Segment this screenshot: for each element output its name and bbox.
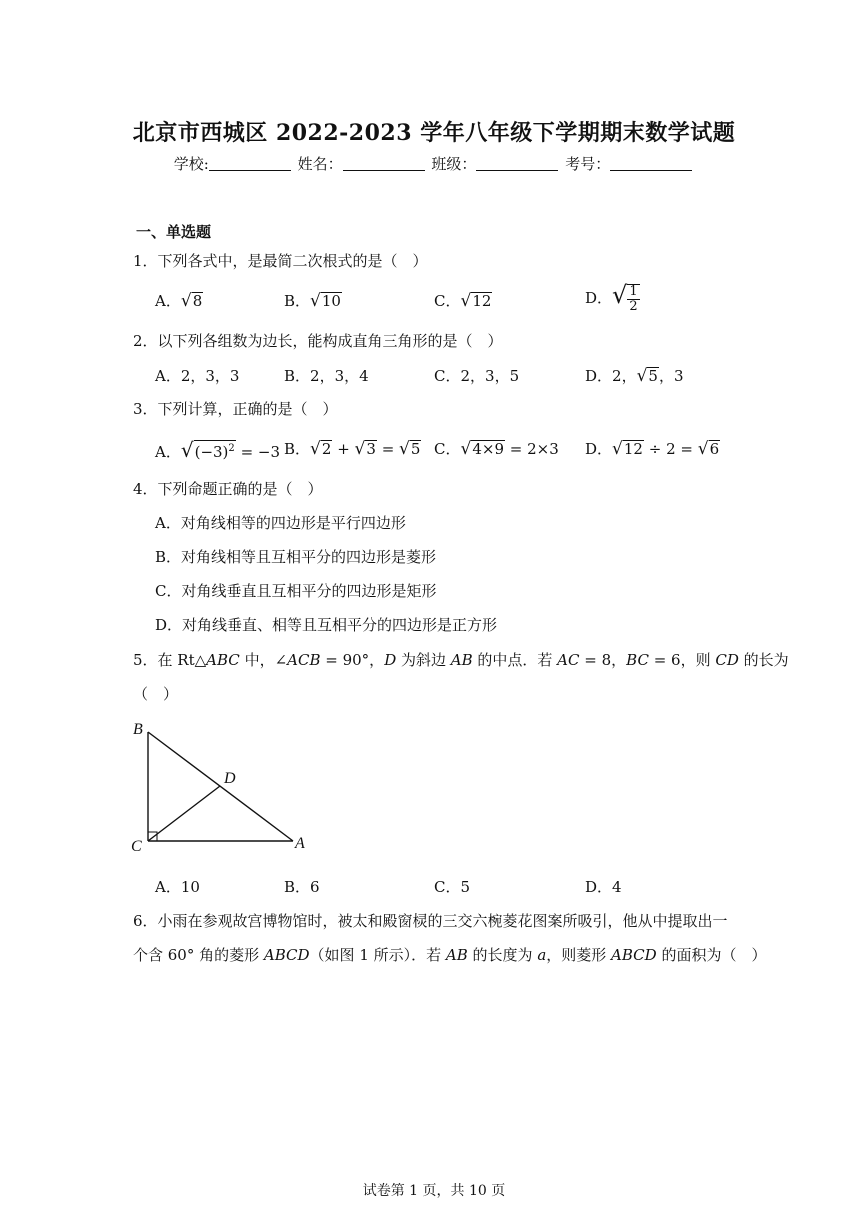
- q3-a-inner: (−3): [194, 443, 229, 461]
- class-label: 班级：: [431, 155, 477, 173]
- q2-d-prefix: D．2，: [585, 367, 637, 385]
- q1-c-label: C．: [434, 292, 461, 310]
- q3-a-label: A．: [155, 443, 181, 461]
- q1-stem: 1．下列各式中，是最简二次根式的是（ ）: [133, 252, 428, 270]
- q3-c-radicand: 4×9: [472, 440, 504, 458]
- q5-stem-line2: （ ）: [133, 685, 179, 703]
- q3-d-rad2: 6: [709, 440, 720, 458]
- school-label: 学校:: [173, 155, 209, 173]
- exam-no-label: 考号：: [565, 155, 611, 173]
- q3-option-b: B．√2 + √3 = √5: [284, 439, 421, 459]
- q3-d-label: D．: [585, 440, 613, 458]
- q3-a-exponent: 2: [228, 443, 235, 454]
- q5-var: D: [384, 651, 397, 669]
- q6-var: AB: [445, 946, 468, 964]
- q6-text: ，则菱形: [546, 946, 612, 964]
- q3-a-radicand: [194, 440, 236, 460]
- q5-option-a: A．10: [155, 878, 200, 896]
- q1-option-b: B．√10: [284, 291, 341, 311]
- section-title: 一、单选题: [136, 223, 212, 241]
- q3-option-a: A．$√(-3)^2 = -3$: [155, 438, 281, 462]
- q3-b-plus: +: [332, 440, 355, 458]
- q5-var: AC: [557, 651, 580, 669]
- q3-b-eq: =: [376, 440, 400, 458]
- q3-b-label: B．: [284, 440, 311, 458]
- exam-no-blank[interactable]: [610, 156, 692, 171]
- q3-option-d: D．√12 ÷ 2 = √6: [585, 439, 720, 459]
- q3-c-label: C．: [434, 440, 461, 458]
- q5-var: CD: [715, 651, 739, 669]
- q3-a-rhs: = −3: [235, 443, 281, 461]
- q1-d-label: D．: [585, 289, 613, 307]
- label-d: D: [224, 770, 236, 787]
- q5-option-d: D．4: [585, 878, 622, 896]
- q2-d-radicand: 5: [648, 367, 658, 385]
- q2-d-suffix: ，3: [658, 367, 684, 385]
- q5-text: = 90°，: [320, 651, 385, 669]
- q6-var: ABCD: [263, 946, 310, 964]
- q3-b-rad1: 2: [321, 440, 332, 458]
- q4-option-a: A．对角线相等的四边形是平行四边形: [155, 514, 406, 532]
- q2-option-c: C．2，3，5: [434, 367, 520, 385]
- label-a: A: [295, 835, 305, 852]
- q1-c-radicand: 12: [472, 292, 492, 310]
- q5-text: = 6，则: [648, 651, 716, 669]
- student-info-row: [0, 153, 868, 174]
- page-footer: 试卷第 1 页，共 10 页: [362, 1183, 506, 1199]
- q5-text: 的长为: [738, 651, 789, 669]
- q5-text: = 8，: [579, 651, 627, 669]
- q6-stem-line1: 6．小雨在参观故宫博物馆时，被太和殿窗棂的三交六椀菱花图案所吸引，他从中提取出一: [133, 912, 728, 930]
- q6-var: a: [537, 946, 547, 964]
- q1-option-d: D．√ $\frac{1}{2}$: [585, 281, 638, 314]
- q5-var: ABC: [206, 651, 240, 669]
- q2-option-d: D．2，√5，3: [585, 366, 684, 386]
- q4-stem: 4．下列命题正确的是（ ）: [133, 480, 323, 498]
- q1-d-numerator: 1: [629, 284, 638, 299]
- q6-text: （如图 1 所示）．若: [309, 946, 446, 964]
- q6-text: 的长度为: [467, 946, 538, 964]
- name-blank[interactable]: [343, 156, 425, 171]
- q1-d-denominator: 2: [629, 299, 638, 314]
- q3-stem: 3．下列计算，正确的是（ ）: [133, 400, 338, 418]
- q2-option-a: A．2，3，3: [155, 367, 240, 385]
- q2-stem: 2．以下列各组数为边长，能构成直角三角形的是（ ）: [133, 332, 503, 350]
- q3-c-rhs: = 2×3: [504, 440, 559, 458]
- q6-var: ABCD: [611, 946, 657, 964]
- label-b: B: [133, 721, 143, 738]
- q5-text: 5．在 Rt△: [133, 651, 207, 669]
- q6-text: 个含 60° 角的菱形: [133, 946, 264, 964]
- q1-option-a: A．√8: [155, 291, 203, 311]
- q3-b-rad2: 3: [366, 440, 376, 458]
- q1-option-c: C．√12: [434, 291, 492, 311]
- q5-text: 的中点．若: [472, 651, 558, 669]
- q6-stem-line2: [133, 944, 766, 965]
- q1-a-radicand: 8: [192, 292, 203, 310]
- q6-text: 的面积为（ ）: [656, 946, 767, 964]
- q1-b-label: B．: [284, 292, 311, 310]
- q2-option-b: B．2，3，4: [284, 367, 369, 385]
- q5-var: ACB: [287, 651, 321, 669]
- name-label: 姓名：: [297, 155, 343, 173]
- right-triangle-figure: [120, 710, 320, 860]
- q3-b-rad3: 5: [410, 440, 421, 458]
- school-blank[interactable]: [209, 156, 291, 171]
- median-cd: [148, 786, 220, 841]
- q5-var: AB: [450, 651, 473, 669]
- q5-option-c: C．5: [434, 878, 471, 896]
- q5-stem: [133, 649, 789, 670]
- q5-var: BC: [626, 651, 649, 669]
- q5-text: 为斜边: [396, 651, 451, 669]
- q1-a-label: A．: [155, 292, 181, 310]
- q5-text: 中，∠: [239, 651, 288, 669]
- class-blank[interactable]: [476, 156, 558, 171]
- exam-title: 北京市西城区 2022-2023 学年八年级下学期期末数学试题: [132, 120, 736, 146]
- label-c: C: [131, 838, 142, 855]
- q3-option-c: C．√4×9 = 2×3: [434, 439, 559, 459]
- q4-option-c: C．对角线垂直且互相平分的四边形是矩形: [155, 582, 437, 600]
- q1-b-radicand: 10: [321, 292, 341, 310]
- q4-option-b: B．对角线相等且互相平分的四边形是菱形: [155, 548, 437, 566]
- q5-option-b: B．6: [284, 878, 320, 896]
- q4-option-d: D．对角线垂直、相等且互相平分的四边形是正方形: [155, 616, 498, 634]
- q3-d-mid: ÷ 2 =: [643, 440, 698, 458]
- q3-d-rad1: 12: [623, 440, 643, 458]
